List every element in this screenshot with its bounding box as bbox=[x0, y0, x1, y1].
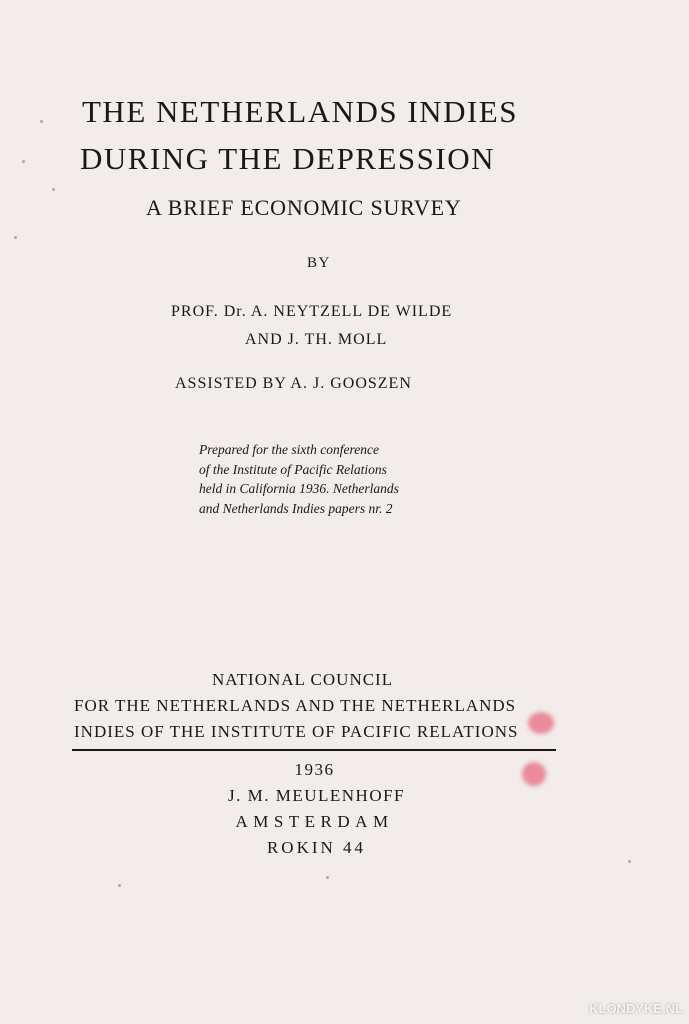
divider-rule bbox=[72, 749, 556, 751]
stain-mark bbox=[522, 762, 546, 786]
speck bbox=[628, 860, 631, 863]
note-line: Prepared for the sixth conference bbox=[199, 442, 379, 457]
by-label: BY bbox=[307, 255, 331, 271]
author-line-1: PROF. Dr. A. NEYTZELL DE WILDE bbox=[171, 303, 453, 320]
note-line: and Netherlands Indies papers nr. 2 bbox=[199, 500, 393, 516]
watermark-logo: KLONDYKE.NL bbox=[589, 1001, 683, 1016]
council-line: FOR THE NETHERLANDS AND THE NETHERLANDS bbox=[74, 696, 517, 715]
note-line: of the Institute of Pacific Relations bbox=[199, 461, 387, 477]
title-line-2: DURING THE DEPRESSION bbox=[80, 141, 496, 176]
speck bbox=[22, 160, 25, 163]
speck bbox=[326, 876, 329, 879]
council-line: NATIONAL COUNCIL bbox=[212, 670, 394, 689]
publisher-name: J. M. MEULENHOFF bbox=[227, 786, 406, 805]
publisher-address: ROKIN 44 bbox=[266, 838, 367, 857]
speck bbox=[118, 884, 121, 887]
council-line: INDIES OF THE INSTITUTE OF PACIFIC RELATIONS bbox=[74, 722, 519, 741]
speck bbox=[14, 236, 17, 239]
speck bbox=[52, 188, 55, 191]
assisted-by: ASSISTED BY A. J. GOOSZEN bbox=[175, 375, 412, 392]
publisher-city: AMSTERDAM bbox=[235, 812, 394, 831]
publication-year: 1936 bbox=[294, 760, 335, 779]
author-line-2: AND J. TH. MOLL bbox=[245, 331, 388, 348]
speck bbox=[40, 120, 43, 123]
conference-note bbox=[199, 440, 399, 518]
subtitle: A BRIEF ECONOMIC SURVEY bbox=[146, 195, 462, 220]
title-line-1: THE NETHERLANDS INDIES bbox=[82, 94, 518, 129]
note-line: held in California 1936. Netherlands bbox=[199, 481, 399, 496]
stain-mark bbox=[528, 712, 554, 734]
